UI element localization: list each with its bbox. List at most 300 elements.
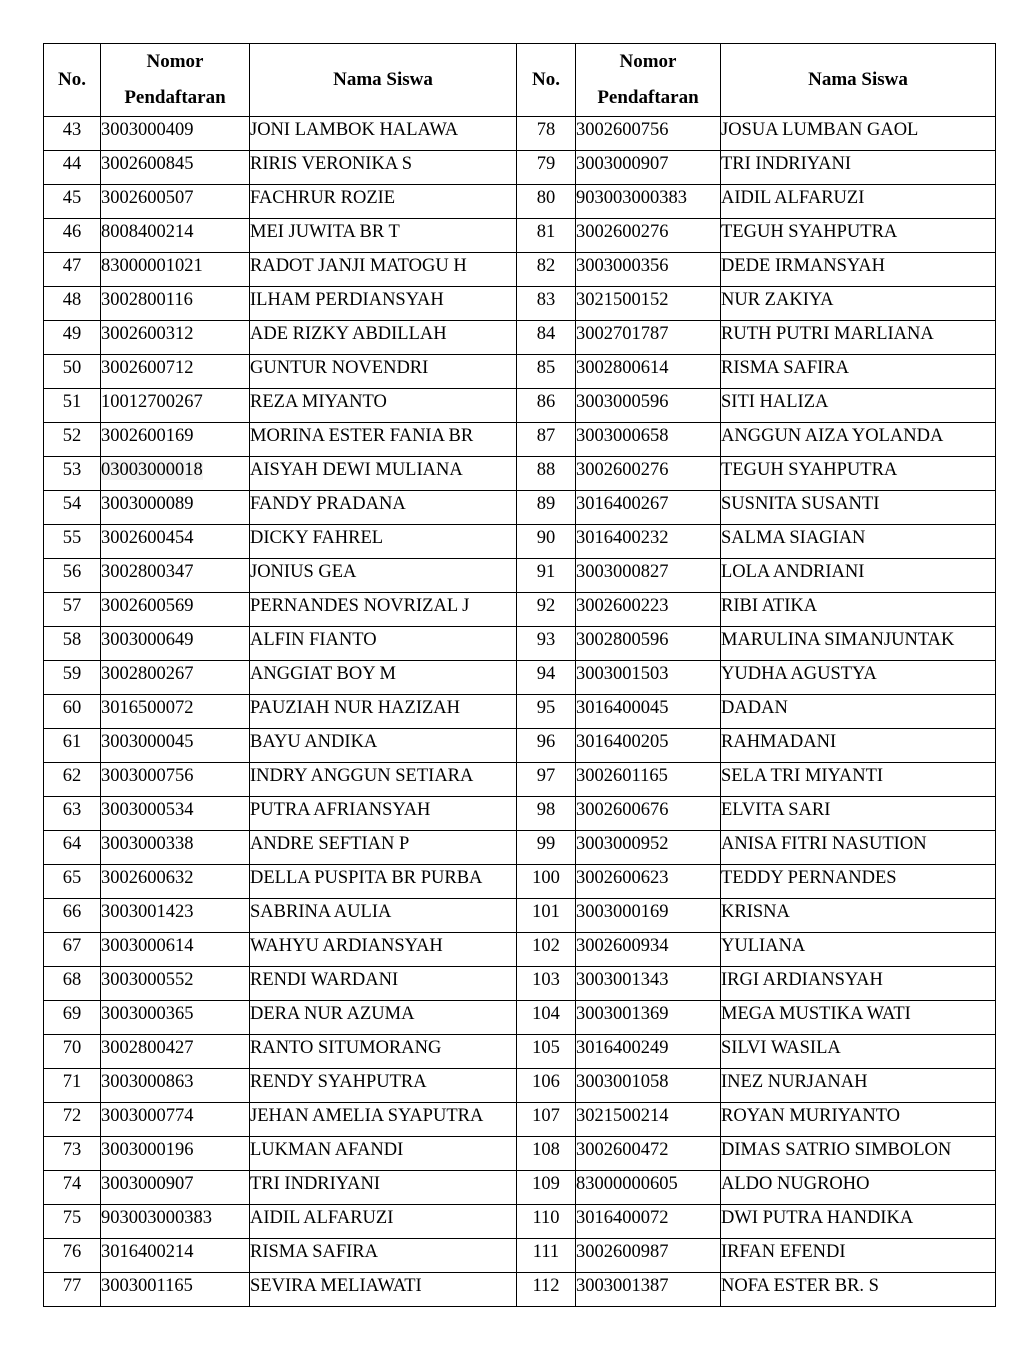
registration-number-cell-left <box>101 899 250 933</box>
student-name-cell-left <box>250 933 517 967</box>
student-name-text: RENDY SYAHPUTRA <box>250 1072 427 1092</box>
student-name-text: WAHYU ARDIANSYAH <box>250 936 443 956</box>
row-number-text: 55 <box>62 528 82 548</box>
row-number-text: 105 <box>532 1038 560 1058</box>
row-number-cell-left <box>44 1069 101 1103</box>
student-name-cell-right <box>721 1069 996 1103</box>
row-number-text: 74 <box>62 1174 82 1194</box>
row-number-text: 69 <box>62 1004 82 1024</box>
row-number-cell-left <box>44 559 101 593</box>
row-number-cell-left <box>44 1035 101 1069</box>
table-row <box>44 695 996 729</box>
student-name-text: ALDO NUGROHO <box>721 1174 870 1194</box>
table-row <box>44 253 996 287</box>
row-number-cell-left <box>44 899 101 933</box>
registration-number-text: 3003000045 <box>101 732 194 752</box>
student-name-cell-left <box>250 1239 517 1273</box>
student-name-cell-left <box>250 423 517 457</box>
row-number-text: 60 <box>62 698 82 718</box>
row-number-cell-right <box>517 593 576 627</box>
student-name-cell-left <box>250 1137 517 1171</box>
student-name-text: YULIANA <box>721 936 806 956</box>
registration-number-cell-left <box>101 729 250 763</box>
row-number-cell-right <box>517 695 576 729</box>
student-name-cell-right <box>721 219 996 253</box>
row-number-cell-right <box>517 763 576 797</box>
student-name-cell-left <box>250 151 517 185</box>
row-number-text: 93 <box>536 630 556 650</box>
registration-number-text: 3003000614 <box>101 936 194 956</box>
student-name-text: TEGUH SYAHPUTRA <box>721 222 898 242</box>
row-number-cell-right <box>517 253 576 287</box>
row-number-cell-right <box>517 899 576 933</box>
registration-number-cell-right <box>576 321 721 355</box>
student-name-cell-right <box>721 899 996 933</box>
header-registration-line1: Nomor <box>619 51 677 72</box>
header-student-name-left: Nama Siswa <box>250 44 517 117</box>
row-number-cell-left <box>44 389 101 423</box>
row-number-cell-left <box>44 1171 101 1205</box>
registration-number-text: 3016400267 <box>576 494 669 514</box>
row-number-cell-left <box>44 219 101 253</box>
registration-number-cell-right <box>576 661 721 695</box>
student-name-text: RIRIS VERONIKA S <box>250 154 413 174</box>
student-name-cell-right <box>721 1103 996 1137</box>
table-row <box>44 151 996 185</box>
student-name-text: FACHRUR ROZIE <box>250 188 396 208</box>
table-row <box>44 1035 996 1069</box>
student-name-cell-right <box>721 1137 996 1171</box>
table-row <box>44 1171 996 1205</box>
registration-number-text: 3003001387 <box>576 1276 669 1296</box>
student-name-text: YUDHA AGUSTYA <box>721 664 877 684</box>
registration-number-cell-right <box>576 695 721 729</box>
table-row <box>44 1239 996 1273</box>
registration-number-cell-right <box>576 899 721 933</box>
student-name-text: ROYAN MURIYANTO <box>721 1106 901 1126</box>
student-name-cell-left <box>250 1001 517 1035</box>
table-row <box>44 559 996 593</box>
registration-number-text: 3016400249 <box>576 1038 669 1058</box>
student-name-cell-left <box>250 287 517 321</box>
student-name-text: FANDY PRADANA <box>250 494 406 514</box>
student-name-text: PERNANDES NOVRIZAL J <box>250 596 470 616</box>
registration-number-text: 3016500072 <box>101 698 194 718</box>
student-name-text: RANTO SITUMORANG <box>250 1038 442 1058</box>
table-row <box>44 967 996 1001</box>
row-number-text: 92 <box>536 596 556 616</box>
row-number-cell-left <box>44 695 101 729</box>
registration-number-cell-right <box>576 967 721 1001</box>
row-number-text: 76 <box>62 1242 82 1262</box>
row-number-cell-right <box>517 219 576 253</box>
registration-number-cell-left <box>101 1171 250 1205</box>
registration-number-cell-right <box>576 219 721 253</box>
student-name-cell-right <box>721 457 996 491</box>
table-row <box>44 1001 996 1035</box>
student-name-text: SABRINA AULIA <box>250 902 392 922</box>
student-name-cell-right <box>721 423 996 457</box>
row-number-cell-right <box>517 831 576 865</box>
registration-number-cell-right <box>576 1035 721 1069</box>
table-row <box>44 219 996 253</box>
header-registration-number-right <box>576 44 721 117</box>
registration-number-text: 03003000018 <box>101 460 203 480</box>
row-number-cell-left <box>44 1273 101 1307</box>
registration-number-cell-left <box>101 627 250 661</box>
student-name-text: JOSUA LUMBAN GAOL <box>721 120 919 140</box>
table-row <box>44 797 996 831</box>
registration-number-text: 83000001021 <box>101 256 203 276</box>
student-name-cell-left <box>250 967 517 1001</box>
row-number-cell-right <box>517 661 576 695</box>
row-number-cell-left <box>44 185 101 219</box>
student-name-text: TRI INDRIYANI <box>721 154 851 174</box>
table-row <box>44 423 996 457</box>
row-number-text: 98 <box>536 800 556 820</box>
row-number-cell-left <box>44 151 101 185</box>
row-number-cell-left <box>44 627 101 661</box>
registration-number-cell-left <box>101 321 250 355</box>
student-name-text: AISYAH DEWI MULIANA <box>250 460 463 480</box>
student-name-cell-right <box>721 1171 996 1205</box>
row-number-cell-right <box>517 185 576 219</box>
student-name-text: ANDRE SEFTIAN P <box>250 834 410 854</box>
student-name-text: NUR ZAKIYA <box>721 290 834 310</box>
row-number-text: 110 <box>532 1208 560 1228</box>
registration-number-cell-right <box>576 627 721 661</box>
roster-body <box>44 117 996 1307</box>
row-number-text: 104 <box>532 1004 560 1024</box>
registration-number-cell-right <box>576 1001 721 1035</box>
registration-number-text: 3002600676 <box>576 800 669 820</box>
row-number-cell-right <box>517 865 576 899</box>
student-name-text: DERA NUR AZUMA <box>250 1004 415 1024</box>
registration-number-text: 3003000907 <box>101 1174 194 1194</box>
student-name-text: JONI LAMBOK HALAWA <box>250 120 459 140</box>
registration-number-cell-right <box>576 117 721 151</box>
registration-number-text: 3003000552 <box>101 970 194 990</box>
table-row <box>44 729 996 763</box>
student-name-text: DICKY FAHREL <box>250 528 384 548</box>
registration-number-cell-left <box>101 491 250 525</box>
row-number-cell-right <box>517 967 576 1001</box>
registration-number-text: 3003000756 <box>101 766 194 786</box>
table-row <box>44 321 996 355</box>
student-name-text: ELVITA SARI <box>721 800 831 820</box>
registration-number-cell-right <box>576 457 721 491</box>
registration-number-cell-left <box>101 1137 250 1171</box>
registration-number-cell-right <box>576 1273 721 1307</box>
registration-number-text: 3003000907 <box>576 154 669 174</box>
registration-number-text: 3003000952 <box>576 834 669 854</box>
student-name-cell-right <box>721 185 996 219</box>
row-number-text: 87 <box>536 426 556 446</box>
registration-number-cell-right <box>576 763 721 797</box>
registration-number-cell-right <box>576 729 721 763</box>
row-number-text: 44 <box>62 154 82 174</box>
row-number-cell-right <box>517 933 576 967</box>
row-number-text: 45 <box>62 188 82 208</box>
registration-number-text: 3002600712 <box>101 358 194 378</box>
header-student-name-right: Nama Siswa <box>721 44 996 117</box>
student-name-text: SILVI WASILA <box>721 1038 841 1058</box>
row-number-text: 68 <box>62 970 82 990</box>
registration-number-text: 3003000409 <box>101 120 194 140</box>
row-number-text: 99 <box>536 834 556 854</box>
student-name-text: RIBI ATIKA <box>721 596 818 616</box>
table-row <box>44 661 996 695</box>
row-number-text: 100 <box>532 868 560 888</box>
table-row <box>44 287 996 321</box>
student-name-text: SITI HALIZA <box>721 392 829 412</box>
student-name-cell-right <box>721 933 996 967</box>
registration-number-text: 3003001369 <box>576 1004 669 1024</box>
student-name-cell-right <box>721 389 996 423</box>
registration-number-text: 3002600623 <box>576 868 669 888</box>
registration-number-cell-left <box>101 389 250 423</box>
row-number-text: 43 <box>62 120 82 140</box>
student-name-text: ALFIN FIANTO <box>250 630 377 650</box>
row-number-text: 80 <box>536 188 556 208</box>
row-number-text: 47 <box>62 256 82 276</box>
student-name-cell-right <box>721 1001 996 1035</box>
registration-number-text: 3016400072 <box>576 1208 669 1228</box>
registration-number-cell-left <box>101 797 250 831</box>
student-name-cell-right <box>721 797 996 831</box>
row-number-text: 66 <box>62 902 82 922</box>
registration-number-cell-left <box>101 661 250 695</box>
row-number-cell-left <box>44 967 101 1001</box>
row-number-text: 70 <box>62 1038 82 1058</box>
student-name-cell-left <box>250 219 517 253</box>
student-name-text: MORINA ESTER FANIA BR <box>250 426 474 446</box>
registration-number-cell-right <box>576 151 721 185</box>
student-name-cell-right <box>721 491 996 525</box>
registration-number-cell-left <box>101 287 250 321</box>
student-name-text: RUTH PUTRI MARLIANA <box>721 324 934 344</box>
row-number-cell-right <box>517 321 576 355</box>
student-name-text: SUSNITA SUSANTI <box>721 494 880 514</box>
row-number-cell-left <box>44 763 101 797</box>
student-name-cell-right <box>721 593 996 627</box>
row-number-text: 57 <box>62 596 82 616</box>
registration-number-cell-left <box>101 151 250 185</box>
registration-number-cell-left <box>101 831 250 865</box>
registration-number-text: 3003000338 <box>101 834 194 854</box>
row-number-cell-right <box>517 1205 576 1239</box>
student-name-text: INEZ NURJANAH <box>721 1072 868 1092</box>
row-number-text: 85 <box>536 358 556 378</box>
row-number-cell-right <box>517 1171 576 1205</box>
row-number-text: 77 <box>62 1276 82 1296</box>
row-number-text: 48 <box>62 290 82 310</box>
row-number-cell-left <box>44 1205 101 1239</box>
registration-number-text: 3003000827 <box>576 562 669 582</box>
table-row <box>44 491 996 525</box>
registration-number-cell-left <box>101 559 250 593</box>
row-number-cell-left <box>44 729 101 763</box>
registration-number-cell-left <box>101 1205 250 1239</box>
registration-number-text: 3002600632 <box>101 868 194 888</box>
row-number-cell-right <box>517 117 576 151</box>
row-number-text: 88 <box>536 460 556 480</box>
registration-number-cell-left <box>101 1069 250 1103</box>
student-name-text: DIMAS SATRIO SIMBOLON <box>721 1140 952 1160</box>
table-row <box>44 117 996 151</box>
row-number-text: 64 <box>62 834 82 854</box>
student-name-cell-left <box>250 1205 517 1239</box>
row-number-cell-left <box>44 1137 101 1171</box>
registration-number-text: 3002800614 <box>576 358 669 378</box>
student-name-cell-right <box>721 1273 996 1307</box>
row-number-cell-right <box>517 457 576 491</box>
registration-number-text: 3016400205 <box>576 732 669 752</box>
registration-number-text: 3003000356 <box>576 256 669 276</box>
student-roster-table <box>43 43 996 1307</box>
registration-number-cell-right <box>576 355 721 389</box>
row-number-cell-right <box>517 491 576 525</box>
student-name-cell-left <box>250 797 517 831</box>
row-number-cell-left <box>44 525 101 559</box>
student-name-text: ANGGUN AIZA YOLANDA <box>721 426 944 446</box>
row-number-cell-left <box>44 933 101 967</box>
student-name-cell-right <box>721 865 996 899</box>
student-name-text: SALMA SIAGIAN <box>721 528 866 548</box>
row-number-text: 81 <box>536 222 556 242</box>
student-name-text: DADAN <box>721 698 788 718</box>
student-name-text: DEDE IRMANSYAH <box>721 256 885 276</box>
registration-number-cell-left <box>101 1239 250 1273</box>
registration-number-text: 3002600276 <box>576 460 669 480</box>
table-row <box>44 1205 996 1239</box>
row-number-text: 107 <box>532 1106 560 1126</box>
student-name-cell-left <box>250 355 517 389</box>
row-number-text: 111 <box>532 1242 560 1262</box>
registration-number-text: 3003000863 <box>101 1072 194 1092</box>
table-row <box>44 1137 996 1171</box>
table-row <box>44 831 996 865</box>
row-number-text: 83 <box>536 290 556 310</box>
table-row <box>44 1069 996 1103</box>
row-number-text: 72 <box>62 1106 82 1126</box>
row-number-text: 89 <box>536 494 556 514</box>
student-name-text: MEGA MUSTIKA WATI <box>721 1004 911 1024</box>
row-number-text: 97 <box>536 766 556 786</box>
row-number-cell-right <box>517 1137 576 1171</box>
table-row <box>44 355 996 389</box>
row-number-text: 49 <box>62 324 82 344</box>
student-name-text: MARULINA SIMANJUNTAK <box>721 630 955 650</box>
student-name-text: DWI PUTRA HANDIKA <box>721 1208 914 1228</box>
registration-number-text: 3003000774 <box>101 1106 194 1126</box>
student-name-text: JONIUS GEA <box>250 562 357 582</box>
registration-number-cell-right <box>576 287 721 321</box>
registration-number-text: 3002701787 <box>576 324 669 344</box>
student-name-cell-right <box>721 253 996 287</box>
registration-number-text: 3016400214 <box>101 1242 194 1262</box>
student-name-cell-left <box>250 185 517 219</box>
row-number-cell-right <box>517 151 576 185</box>
student-name-text: KRISNA <box>721 902 790 922</box>
table-row <box>44 185 996 219</box>
row-number-text: 75 <box>62 1208 82 1228</box>
registration-number-cell-left <box>101 593 250 627</box>
student-name-cell-left <box>250 627 517 661</box>
student-name-text: SEVIRA MELIAWATI <box>250 1276 422 1296</box>
row-number-text: 86 <box>536 392 556 412</box>
student-name-cell-left <box>250 321 517 355</box>
student-name-cell-left <box>250 899 517 933</box>
registration-number-cell-right <box>576 1103 721 1137</box>
registration-number-text: 3002600312 <box>101 324 194 344</box>
registration-number-text: 3002600223 <box>576 596 669 616</box>
registration-number-text: 903003000383 <box>576 188 687 208</box>
row-number-text: 106 <box>532 1072 560 1092</box>
row-number-cell-left <box>44 831 101 865</box>
registration-number-cell-right <box>576 389 721 423</box>
student-name-text: MEI JUWITA BR T <box>250 222 400 242</box>
row-number-cell-right <box>517 729 576 763</box>
table-row <box>44 627 996 661</box>
registration-number-cell-right <box>576 593 721 627</box>
student-name-text: AIDIL ALFARUZI <box>250 1208 394 1228</box>
registration-number-cell-right <box>576 797 721 831</box>
registration-number-cell-left <box>101 1001 250 1035</box>
row-number-cell-right <box>517 1103 576 1137</box>
student-name-text: ADE RIZKY ABDILLAH <box>250 324 447 344</box>
registration-number-text: 3002600845 <box>101 154 194 174</box>
registration-number-cell-left <box>101 1035 250 1069</box>
table-row <box>44 763 996 797</box>
row-number-cell-left <box>44 117 101 151</box>
row-number-text: 58 <box>62 630 82 650</box>
table-row <box>44 865 996 899</box>
registration-number-cell-left <box>101 253 250 287</box>
registration-number-text: 3016400232 <box>576 528 669 548</box>
row-number-text: 73 <box>62 1140 82 1160</box>
row-number-text: 56 <box>62 562 82 582</box>
student-name-cell-left <box>250 1069 517 1103</box>
table-row <box>44 1273 996 1307</box>
student-name-cell-right <box>721 1239 996 1273</box>
registration-number-cell-right <box>576 525 721 559</box>
student-name-cell-left <box>250 1273 517 1307</box>
row-number-text: 61 <box>62 732 82 752</box>
student-name-cell-left <box>250 389 517 423</box>
row-number-cell-left <box>44 355 101 389</box>
registration-number-cell-right <box>576 1239 721 1273</box>
student-name-cell-right <box>721 763 996 797</box>
row-number-text: 108 <box>532 1140 560 1160</box>
table-row <box>44 593 996 627</box>
student-name-cell-right <box>721 117 996 151</box>
row-number-text: 102 <box>532 936 560 956</box>
row-number-cell-right <box>517 1069 576 1103</box>
row-number-text: 96 <box>536 732 556 752</box>
student-name-text: TRI INDRIYANI <box>250 1174 380 1194</box>
student-name-text: RISMA SAFIRA <box>721 358 850 378</box>
student-name-cell-right <box>721 831 996 865</box>
row-number-text: 67 <box>62 936 82 956</box>
row-number-text: 82 <box>536 256 556 276</box>
student-name-cell-left <box>250 491 517 525</box>
row-number-cell-left <box>44 865 101 899</box>
table-row <box>44 899 996 933</box>
row-number-text: 51 <box>62 392 82 412</box>
table-row <box>44 1103 996 1137</box>
row-number-cell-left <box>44 797 101 831</box>
